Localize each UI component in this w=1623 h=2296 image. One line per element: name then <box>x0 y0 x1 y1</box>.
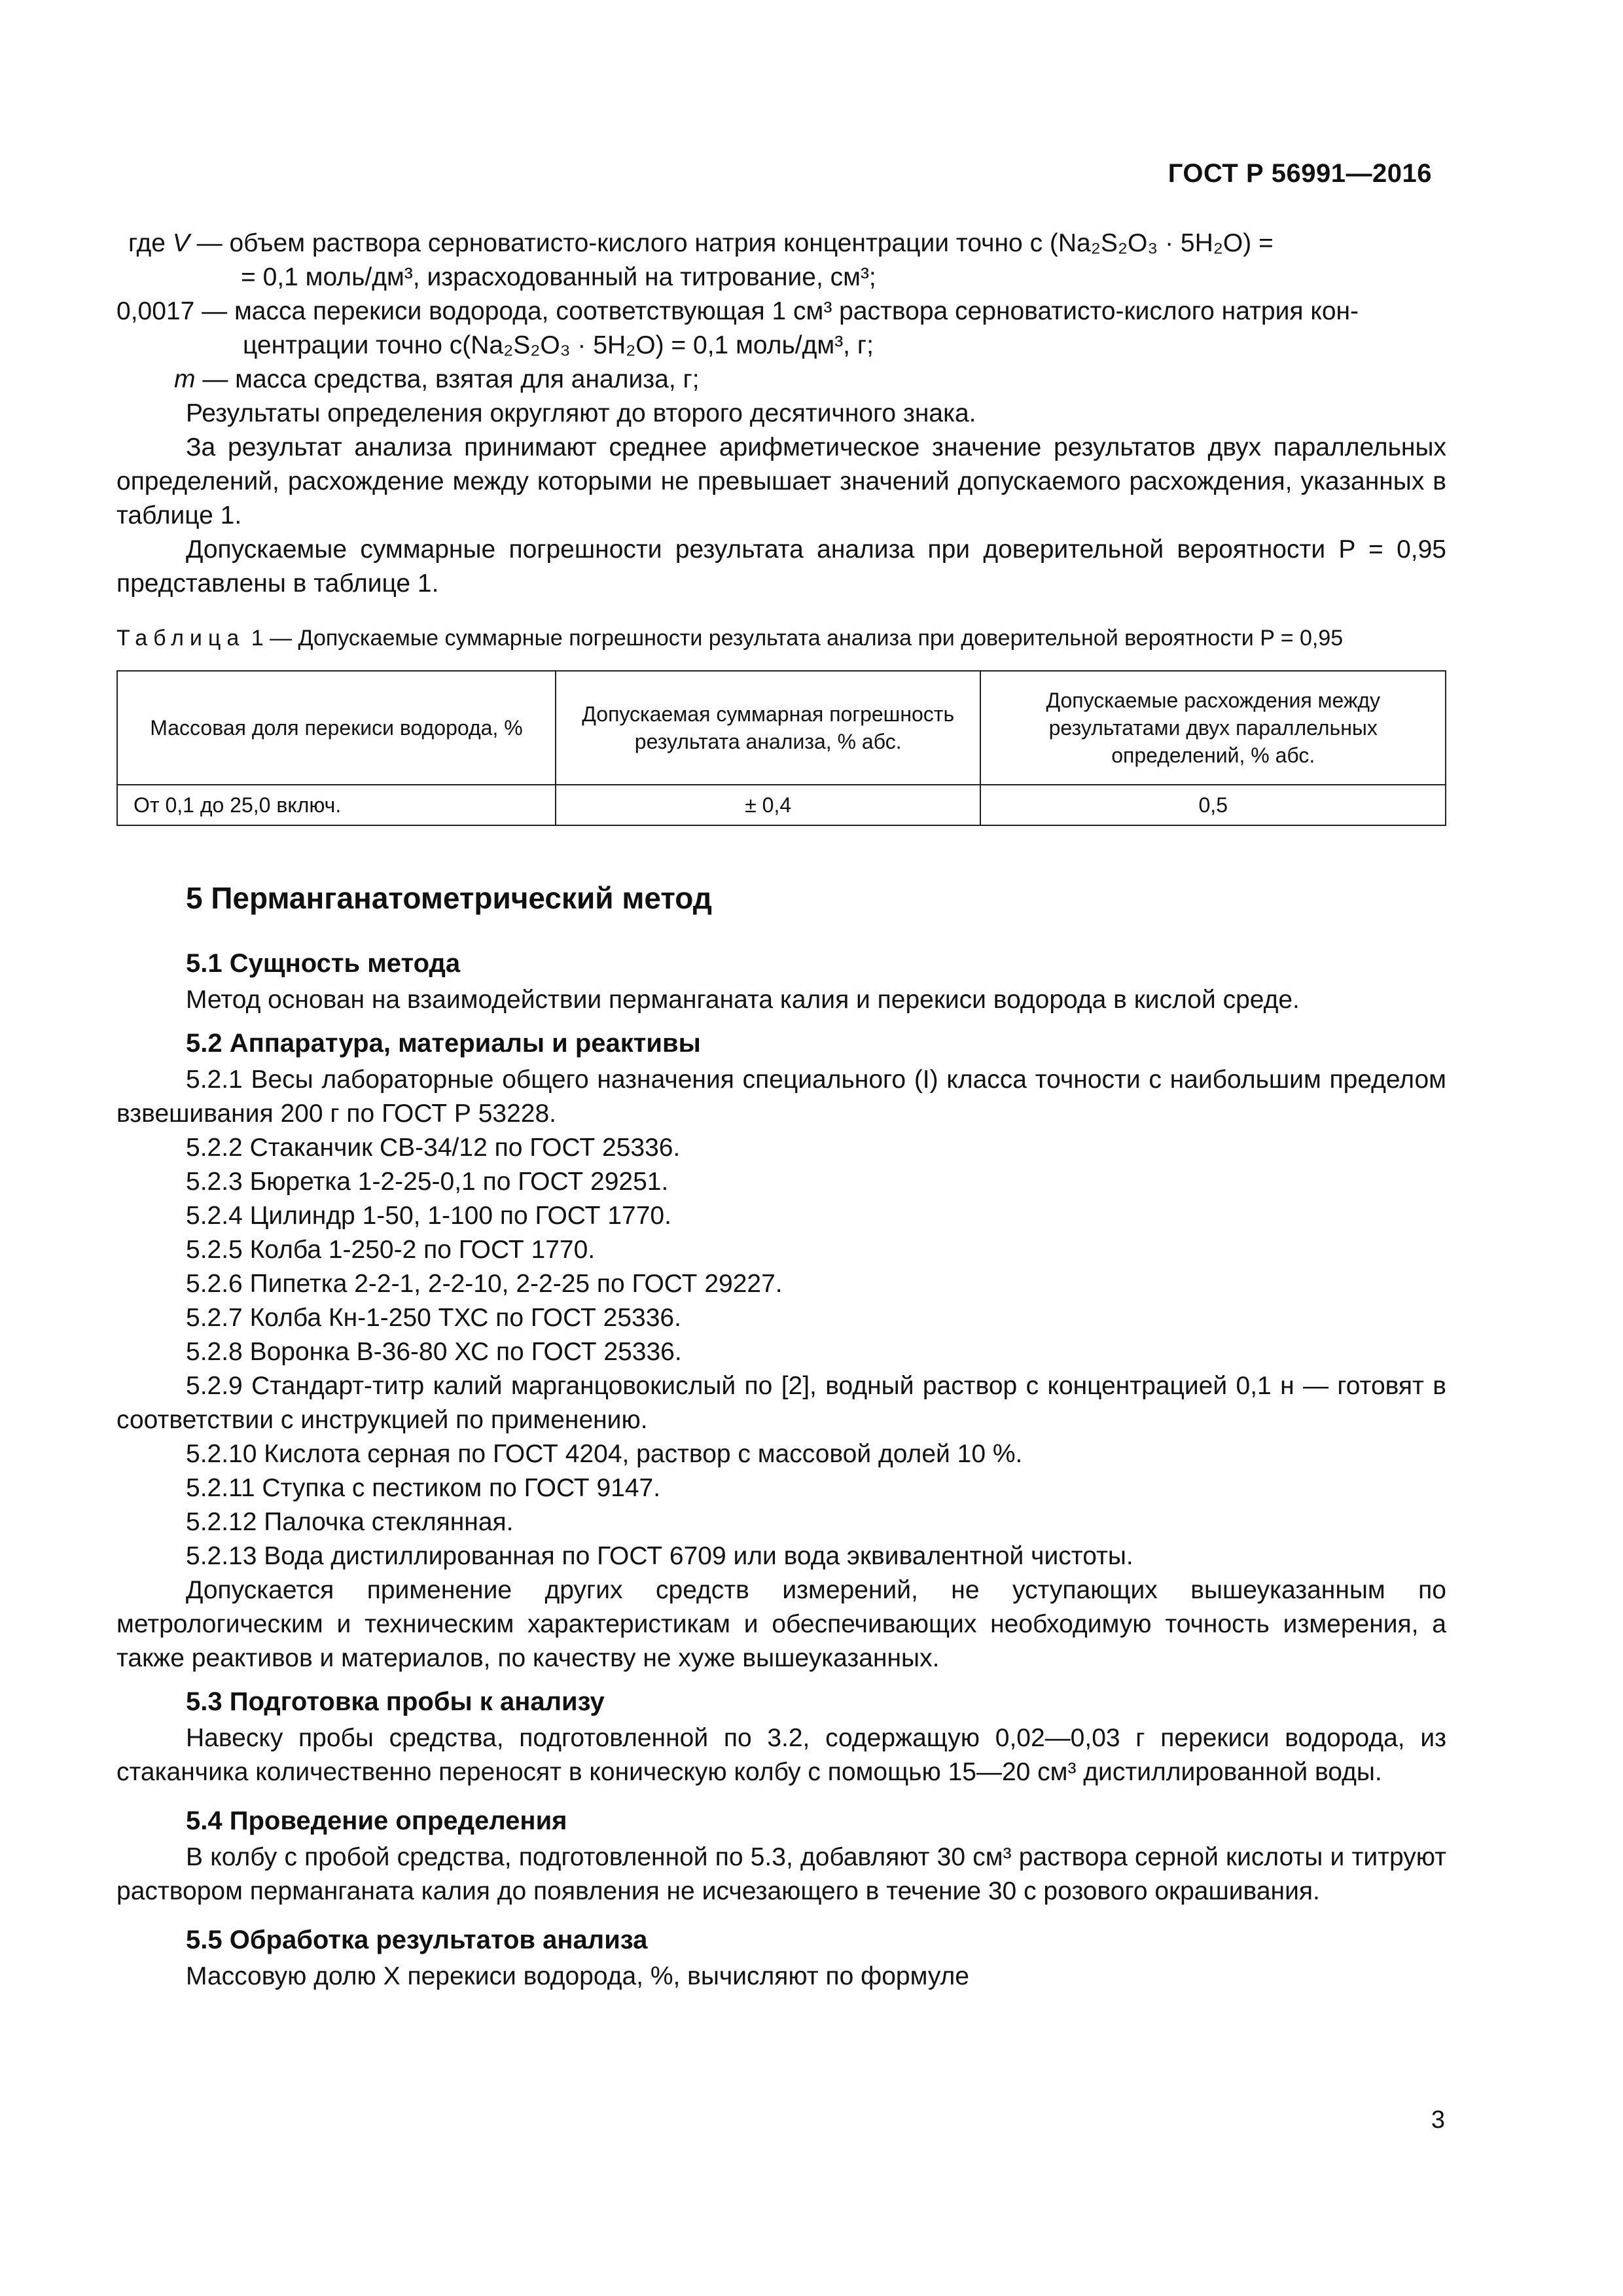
definition-k-symbol: 0,0017 <box>116 297 195 325</box>
list-item: 5.2.1 Весы лабораторные общего назначения специального (I) класса точности с наибольшим пределом взвешивания 200 г по ГОСТ Р 53228. <box>116 1066 1446 1128</box>
table-row <box>117 785 1446 825</box>
definition-v-continued <box>116 260 1446 295</box>
table-caption-label: Таблица <box>116 626 245 651</box>
list-item: 5.2.13 Вода дистиллированная по ГОСТ 6709 или вода эквивалентной чистоты. <box>186 1542 1133 1570</box>
list-item: 5.2.9 Стандарт-титр калий марганцовокислый по [2], водный раствор с концентрацией 0,1 н — готовят в соответствии с инструкцией по применению. <box>116 1372 1446 1434</box>
table-header-cell: Допускаемые расхождения между результатами двух параллельных определений, % абс. <box>980 671 1446 785</box>
definition-v-symbol: V <box>172 229 190 257</box>
table-1 <box>116 670 1446 826</box>
definition-v <box>116 226 1446 260</box>
table-header-cell: Массовая доля перекиси водорода, % <box>117 671 556 785</box>
document-code-header: ГОСТ Р 56991—2016 <box>1168 159 1432 188</box>
definition-m <box>116 363 1446 397</box>
section-5-1-text: Метод основан на взаимодействии перманганата калия и перекиси водорода в кислой среде. <box>186 986 1300 1014</box>
page-content <box>116 226 1446 1994</box>
list-item: 5.2.7 Колба Кн-1-250 ТХС по ГОСТ 25336. <box>186 1304 681 1332</box>
section-5-4-title: 5.4 Проведение определения <box>186 1806 567 1835</box>
table-cell: От 0,1 до 25,0 включ. <box>117 785 556 825</box>
section-5-5-title: 5.5 Обработка результатов анализа <box>186 1926 648 1954</box>
paragraph-errors: Допускаемые суммарные погрешности результата анализа при доверительной вероятности P = 0,95 представлены в таблице 1. <box>116 535 1446 598</box>
table-header-row <box>117 671 1446 785</box>
list-item: 5.2.5 Колба 1-250-2 по ГОСТ 1770. <box>186 1236 596 1264</box>
list-item: 5.2.8 Воронка В-36-80 ХС по ГОСТ 25336. <box>186 1338 682 1366</box>
list-item: 5.2.3 Бюретка 1-2-25-0,1 по ГОСТ 29251. <box>186 1168 669 1196</box>
table-caption <box>116 623 1446 653</box>
definition-m-symbol: m <box>174 365 196 393</box>
list-item: 5.2.11 Ступка с пестиком по ГОСТ 9147. <box>186 1474 661 1502</box>
definition-k-text-line2: центрации точно c(Na₂S₂O₃ · 5H₂O) = 0,1 моль/дм³, г; <box>243 331 874 359</box>
paragraph-rounding: Результаты определения округляют до второго десятичного знака. <box>186 399 976 427</box>
table-cell: ± 0,4 <box>556 785 981 825</box>
section-5-3-text: Навеску пробы средства, подготовленной по 3.2, содержащую 0,02—0,03 г перекиси водорода, из стаканчика количественно переносят в коническую колбу с помощью 15—20 см³ дистиллированной воды. <box>116 1724 1446 1786</box>
section-5-2-note: Допускается применение других средств измерений, не уступающих вышеуказанным по метрологическим и техническим характеристикам и обеспечивающих необходимую точность измерения, а также реактивов и материалов, по качеству не хуже вышеуказанных. <box>116 1576 1446 1672</box>
list-item: 5.2.10 Кислота серная по ГОСТ 4204, раствор с массовой долей 10 %. <box>186 1440 1023 1468</box>
definition-k <box>116 295 1446 329</box>
list-item: 5.2.12 Палочка стеклянная. <box>186 1508 514 1536</box>
section-5-title: 5 Перманганатометрический метод <box>186 881 712 915</box>
definition-v-lead: где <box>128 229 173 257</box>
page-number: 3 <box>1431 2106 1445 2134</box>
table-header-cell: Допускаемая суммарная погрешность результата анализа, % абс. <box>556 671 981 785</box>
definition-m-text: — масса средства, взятая для анализа, г; <box>195 365 700 393</box>
formula-definitions <box>116 226 1446 397</box>
table-cell: 0,5 <box>980 785 1446 825</box>
paragraph-result: За результат анализа принимают среднее арифметическое значение результатов двух параллельных определений, расхождение между которыми не превышает значений допускаемого расхождения, указанных в таблице 1. <box>116 433 1446 529</box>
definition-v-text-line2: = 0,1 моль/дм³, израсходованный на титрование, см³; <box>241 263 876 291</box>
section-5-4-text: В колбу с пробой средства, подготовленной по 5.3, добавляют 30 см³ раствора серной кислоты и титруют раствором перманганата калия до появления не исчезающего в течение 30 с розового окрашивания. <box>116 1843 1446 1905</box>
definition-v-dash: — <box>189 229 230 257</box>
section-5-5-text: Массовую долю X перекиси водорода, %, вычисляют по формуле <box>186 1962 969 1990</box>
section-5-1-title: 5.1 Сущность метода <box>186 949 461 978</box>
definition-v-text-line1: объем раствора серноватисто-кислого натрия концентрации точно c (Na₂S₂O₃ · 5H₂O) = <box>229 229 1274 257</box>
section-5-3-title: 5.3 Подготовка пробы к анализу <box>186 1687 605 1716</box>
table-caption-text: 1 — Допускаемые суммарные погрешности результата анализа при доверительной вероятности P = 0,95 <box>245 626 1344 651</box>
list-item: 5.2.6 Пипетка 2-2-1, 2-2-10, 2-2-25 по ГОСТ 29227. <box>186 1270 783 1298</box>
section-5-2-title: 5.2 Аппаратура, материалы и реактивы <box>186 1029 701 1058</box>
list-item: 5.2.4 Цилиндр 1-50, 1-100 по ГОСТ 1770. <box>186 1202 671 1230</box>
definition-k-text-line1: — масса перекиси водорода, соответствующая 1 см³ раствора серноватисто-кислого натрия кон- <box>194 297 1359 325</box>
section-5-2-list <box>116 1063 1446 1573</box>
definition-k-continued <box>116 329 1446 363</box>
list-item: 5.2.2 Стаканчик СВ-34/12 по ГОСТ 25336. <box>186 1134 681 1162</box>
